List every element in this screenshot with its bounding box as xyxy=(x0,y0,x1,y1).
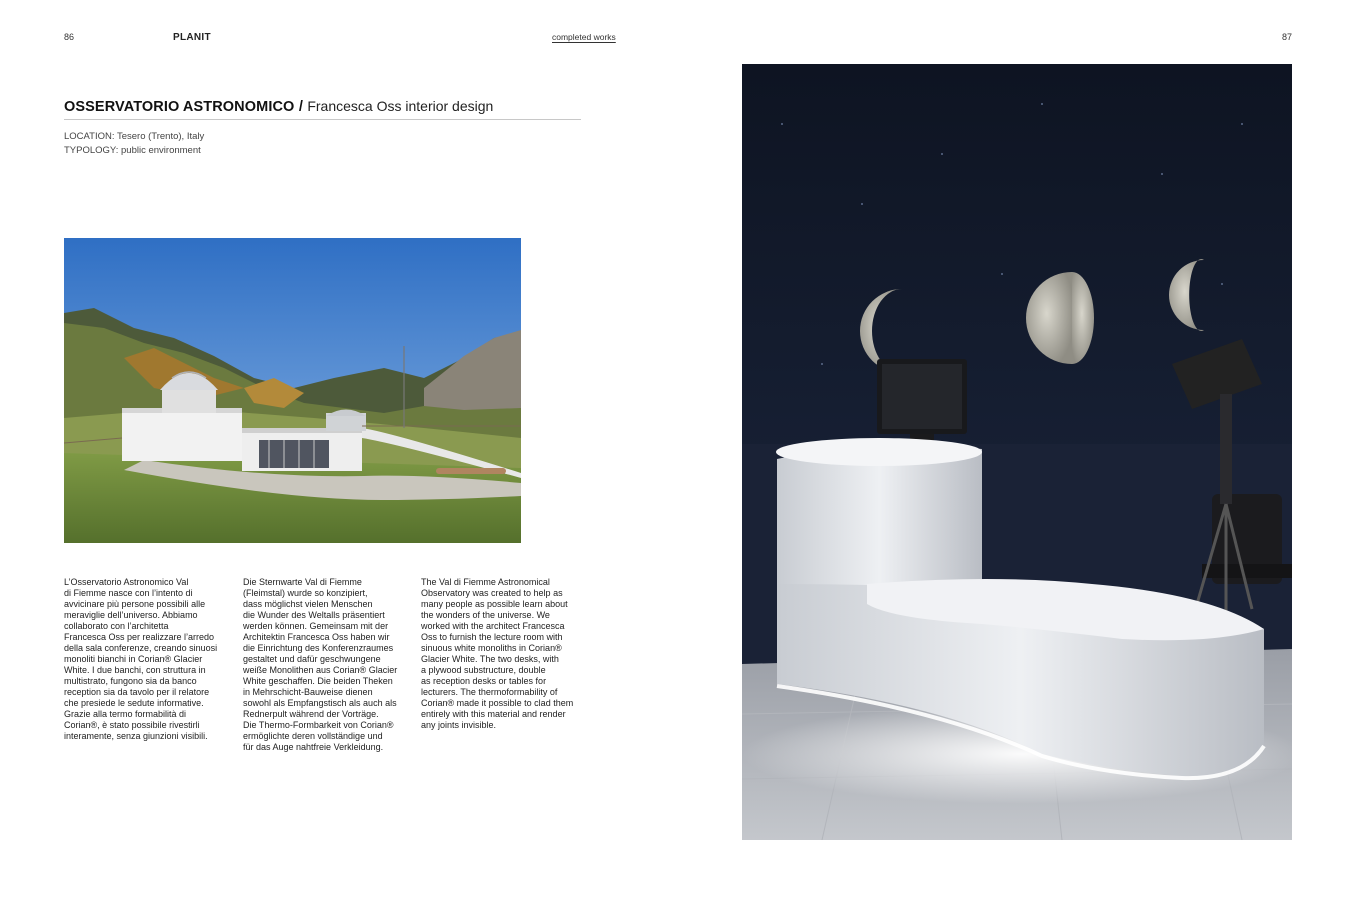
article-title xyxy=(64,98,581,120)
brand-name: PLANIT xyxy=(173,32,211,43)
project-meta xyxy=(64,130,204,158)
location-line: LOCATION: Tesero (Trento), Italy xyxy=(64,131,205,142)
page-number-left: 86 xyxy=(64,32,75,42)
body-text-german: Die Sternwarte Val di Fiemme (Fleimstal) wurde so konzipiert, dass möglichst vielen Menschen die Wunder des Weltalls präsentiert werden können. Gemeinsam mit der Architektin Francesca Oss haben wir die Einrichtung des Konferenzraumes gestaltet und dafür geschwungene weiße Monolithen aus Corian® Glacier White geschaffen. Die beiden Theken in Mehrschicht-Bauweise dienen sowohl als Empfangstisch als auch als Rednerpult während der Vorträge. Die Thermo-Formbarkeit von Corian® ermöglichte deren vollständige und für das Auge nahtfreie Verkleidung. xyxy=(243,577,398,752)
reception-desk-interior-photo xyxy=(742,64,1292,840)
body-text-italian: L’Osservatorio Astronomico Val di Fiemme nasce con l’intento di avvicinare più persone possibili alle meraviglie dell’universo. Abbiamo collaborato con l’architetta Francesca Oss per realizzare l’arredo della sala conferenze, creando sinuosi monoliti bianchi in Corian® Glacier White. I due banchi, con struttura in multistrato, fungono sia da banco reception sia da tavolo per il relatore che presiede le sedute informative. Grazie alla termo formabilità di Corian®, è stato possibile rivestirli interamente, senza giunzioni visibili. xyxy=(64,577,218,741)
interior-photo-graphic xyxy=(742,64,1292,840)
exterior-photo-graphic xyxy=(64,238,521,543)
section-label[interactable]: completed works xyxy=(552,32,616,42)
body-text-english: The Val di Fiemme Astronomical Observatory was created to help as many people as possible learn about the wonders of the universe. We worked with the architect Francesca Oss to furnish the lecture room with sinuous white monoliths in Corian® Glacier White. The two desks, with a plywood substructure, double as reception desks or tables for lecturers. The thermoformability of Corian® made it possible to clad them entirely with this material and render any joints invisible. xyxy=(421,577,574,730)
typology-line: TYPOLOGY: public environment xyxy=(64,145,201,156)
observatory-exterior-photo xyxy=(64,238,521,543)
title-separator: / xyxy=(298,99,303,115)
title-main: OSSERVATORIO ASTRONOMICO xyxy=(64,99,295,115)
page-number-right: 87 xyxy=(1282,32,1293,42)
title-subtitle: Francesca Oss interior design xyxy=(307,98,494,114)
